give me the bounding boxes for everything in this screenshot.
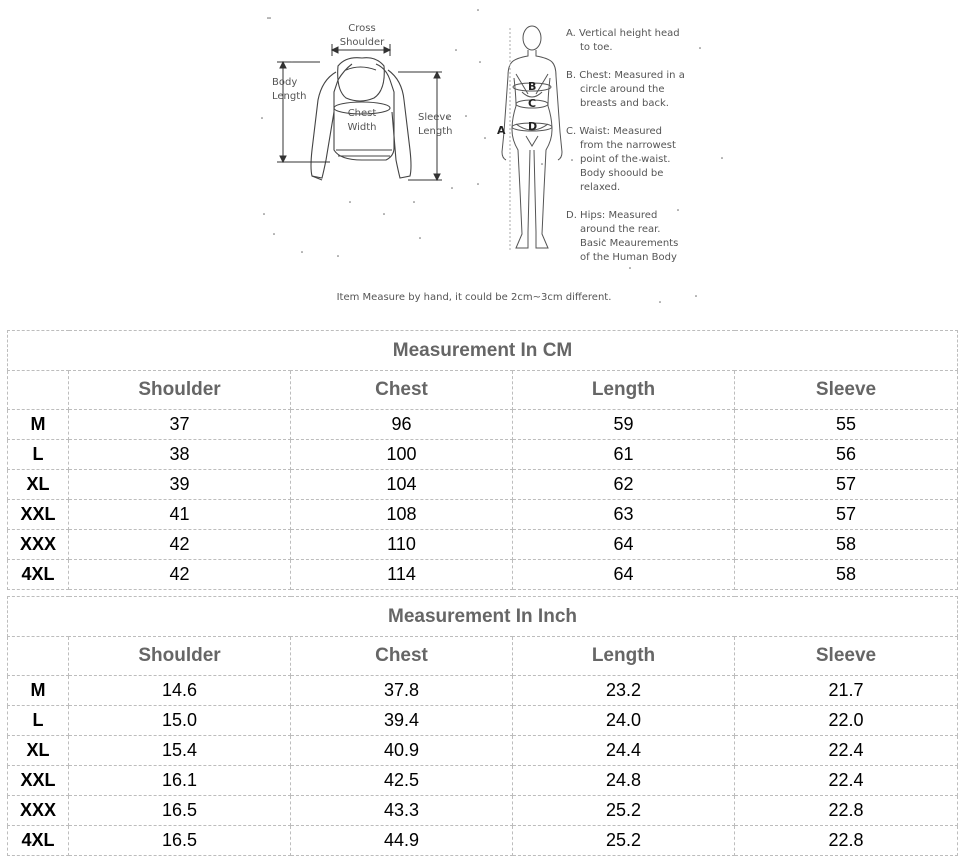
table-cell: 15.0 bbox=[69, 706, 291, 736]
table-cell: 43.3 bbox=[291, 796, 513, 826]
table-cell: 39.4 bbox=[291, 706, 513, 736]
sleeve-length-label: Sleeve Length bbox=[418, 112, 453, 137]
table-cell: 22.0 bbox=[735, 706, 958, 736]
table-cell: 41 bbox=[69, 500, 291, 530]
size-label: M bbox=[8, 676, 69, 706]
table-cell: 24.0 bbox=[513, 706, 735, 736]
size-label: XXX bbox=[8, 796, 69, 826]
table-row bbox=[8, 470, 958, 500]
table-cell: 24.4 bbox=[513, 736, 735, 766]
body-length-label: Body Length bbox=[272, 77, 307, 102]
table-cell: 24.8 bbox=[513, 766, 735, 796]
size-label: XXL bbox=[8, 500, 69, 530]
body-letter-c: C bbox=[528, 97, 537, 110]
table-cell: 23.2 bbox=[513, 676, 735, 706]
column-header: Shoulder bbox=[69, 371, 291, 410]
table-cell: 100 bbox=[291, 440, 513, 470]
table-cell: 63 bbox=[513, 500, 735, 530]
table-cell: 14.6 bbox=[69, 676, 291, 706]
description-a-first: A. Vertical height head bbox=[566, 28, 680, 39]
table-cell: 56 bbox=[735, 440, 958, 470]
table-cell: 37 bbox=[69, 410, 291, 440]
cross-shoulder-label: Cross Shoulder bbox=[339, 23, 385, 48]
size-label: L bbox=[8, 440, 69, 470]
table-cell: 38 bbox=[69, 440, 291, 470]
description-d bbox=[566, 209, 706, 265]
column-header: Length bbox=[513, 371, 735, 410]
size-label: XXX bbox=[8, 530, 69, 560]
table-cell: 59 bbox=[513, 410, 735, 440]
measurement-note-text: Item Measure by hand, it could be 2cm~3cm different. bbox=[336, 292, 612, 303]
table-row bbox=[8, 440, 958, 470]
description-d-first: D. Hips: Measured bbox=[566, 210, 658, 221]
size-label: XL bbox=[8, 736, 69, 766]
size-label: L bbox=[8, 706, 69, 736]
table-cell: 22.4 bbox=[735, 736, 958, 766]
table-cell: 16.1 bbox=[69, 766, 291, 796]
table-cell: 64 bbox=[513, 530, 735, 560]
table-cell: 21.7 bbox=[735, 676, 958, 706]
table-cell: 22.8 bbox=[735, 826, 958, 856]
table-row bbox=[8, 500, 958, 530]
table-cell: 57 bbox=[735, 500, 958, 530]
garment-and-body-drawing bbox=[0, 0, 962, 320]
table-row bbox=[8, 530, 958, 560]
size-label: XXL bbox=[8, 766, 69, 796]
column-header: Shoulder bbox=[69, 637, 291, 676]
table-cell: 40.9 bbox=[291, 736, 513, 766]
table-cell: 22.8 bbox=[735, 796, 958, 826]
column-header: Chest bbox=[291, 371, 513, 410]
table-row bbox=[8, 676, 958, 706]
measurement-note bbox=[0, 292, 962, 303]
table-cell: 57 bbox=[735, 470, 958, 500]
description-a bbox=[566, 27, 706, 55]
table-row bbox=[8, 796, 958, 826]
table-cell: 55 bbox=[735, 410, 958, 440]
description-c-first: C. Waist: Measured bbox=[566, 126, 663, 137]
table-row bbox=[8, 410, 958, 440]
table-cell: 62 bbox=[513, 470, 735, 500]
column-header: Sleeve bbox=[735, 371, 958, 410]
column-header bbox=[8, 637, 69, 676]
table-cell: 16.5 bbox=[69, 826, 291, 856]
size-guide-illustration bbox=[0, 0, 962, 320]
size-label: 4XL bbox=[8, 826, 69, 856]
column-header bbox=[8, 371, 69, 410]
chest-width-label: Chest Width bbox=[347, 108, 377, 133]
table-row bbox=[8, 826, 958, 856]
table-cell: 108 bbox=[291, 500, 513, 530]
measurement-table-inch bbox=[7, 596, 958, 856]
table-cell: 96 bbox=[291, 410, 513, 440]
table-cell: 44.9 bbox=[291, 826, 513, 856]
table-row bbox=[8, 766, 958, 796]
table-title: Measurement In CM bbox=[8, 331, 958, 371]
column-header: Chest bbox=[291, 637, 513, 676]
size-label: M bbox=[8, 410, 69, 440]
table-row bbox=[8, 560, 958, 590]
table-cell: 25.2 bbox=[513, 826, 735, 856]
description-a-rest: to toe. bbox=[580, 42, 613, 53]
description-b-first: B. Chest: Measured in a bbox=[566, 70, 685, 81]
table-cell: 22.4 bbox=[735, 766, 958, 796]
size-label: 4XL bbox=[8, 560, 69, 590]
table-title: Measurement In Inch bbox=[8, 597, 958, 637]
table-cell: 61 bbox=[513, 440, 735, 470]
table-cell: 58 bbox=[735, 530, 958, 560]
table-cell: 64 bbox=[513, 560, 735, 590]
table-cell: 39 bbox=[69, 470, 291, 500]
description-d-rest: around the rear. Basic Meaurements of the Human Body bbox=[580, 224, 679, 263]
body-letter-a: A bbox=[497, 124, 506, 137]
body-letter-b: B bbox=[528, 80, 537, 93]
table-cell: 42 bbox=[69, 530, 291, 560]
table-cell: 42.5 bbox=[291, 766, 513, 796]
table-cell: 15.4 bbox=[69, 736, 291, 766]
description-c bbox=[566, 125, 706, 195]
column-header: Length bbox=[513, 637, 735, 676]
description-b bbox=[566, 69, 706, 111]
table-cell: 104 bbox=[291, 470, 513, 500]
table-cell: 16.5 bbox=[69, 796, 291, 826]
description-c-rest: from the narrowest point of the waist. Body shoould be relaxed. bbox=[580, 140, 676, 193]
table-cell: 58 bbox=[735, 560, 958, 590]
table-cell: 114 bbox=[291, 560, 513, 590]
description-b-rest: circle around the breasts and back. bbox=[580, 84, 669, 109]
table-row bbox=[8, 736, 958, 766]
table-cell: 37.8 bbox=[291, 676, 513, 706]
table-cell: 25.2 bbox=[513, 796, 735, 826]
table-row bbox=[8, 706, 958, 736]
body-letter-d: D bbox=[528, 120, 538, 133]
size-label: XL bbox=[8, 470, 69, 500]
column-header: Sleeve bbox=[735, 637, 958, 676]
measurement-table-cm bbox=[7, 330, 958, 590]
table-cell: 110 bbox=[291, 530, 513, 560]
table-cell: 42 bbox=[69, 560, 291, 590]
